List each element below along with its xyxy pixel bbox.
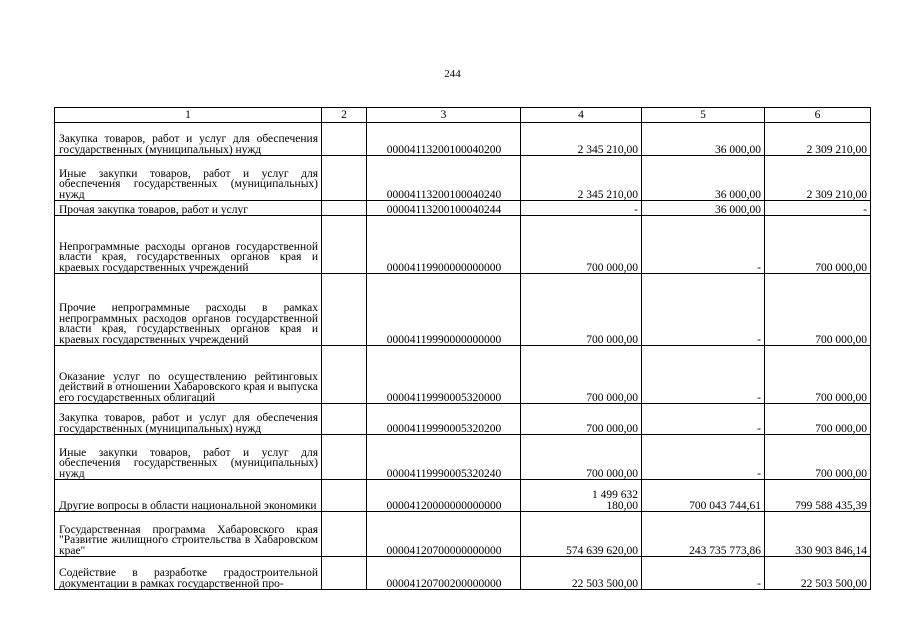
row-code: 00004119900000000000 — [367, 216, 521, 274]
row-col2 — [322, 435, 367, 480]
row-name: Содействие в разработке градостроительной документации в рамках государственной про- — [55, 557, 322, 590]
row-value-4: 700 000,00 — [521, 346, 642, 404]
row-code: 00004113200100040200 — [367, 123, 521, 156]
row-value-4: 2 345 210,00 — [521, 156, 642, 201]
row-value-6: 2 309 210,00 — [765, 123, 871, 156]
row-col2 — [322, 512, 367, 557]
row-col2 — [322, 216, 367, 274]
row-name: Закупка товаров, работ и услуг для обеспечения государственных (муниципальных) нужд — [55, 123, 322, 156]
budget-table — [54, 107, 871, 590]
row-value-5: - — [642, 216, 765, 274]
column-header-4: 4 — [521, 108, 642, 123]
row-value-6: - — [765, 201, 871, 216]
row-value-6: 700 000,00 — [765, 404, 871, 435]
column-header-3: 3 — [367, 108, 521, 123]
row-value-6: 700 000,00 — [765, 346, 871, 404]
table-row — [55, 557, 871, 590]
row-value-4: 700 000,00 — [521, 216, 642, 274]
row-value-5: 36 000,00 — [642, 156, 765, 201]
table-row — [55, 512, 871, 557]
row-value-6: 330 903 846,14 — [765, 512, 871, 557]
row-value-4: 700 000,00 — [521, 435, 642, 480]
row-col2 — [322, 404, 367, 435]
row-col2 — [322, 274, 367, 346]
column-header-1: 1 — [55, 108, 322, 123]
row-name: Иные закупки товаров, работ и услуг для обеспечения государственных (муниципальных) нужд — [55, 435, 322, 480]
column-header-2: 2 — [322, 108, 367, 123]
table-row — [55, 156, 871, 201]
row-value-4: - — [521, 201, 642, 216]
row-value-6: 700 000,00 — [765, 274, 871, 346]
column-header-6: 6 — [765, 108, 871, 123]
row-value-6: 2 309 210,00 — [765, 156, 871, 201]
row-name: Непрограммные расходы органов государственной власти края, государственных органов края и краевых государственных учреждений — [55, 216, 322, 274]
row-name: Иные закупки товаров, работ и услуг для обеспечения государственных (муниципальных) нужд — [55, 156, 322, 201]
table-header-row — [55, 108, 871, 123]
row-name: Государственная программа Хабаровского края "Развитие жилищного строительства в Хабаровском крае" — [55, 512, 322, 557]
page-number: 244 — [444, 68, 461, 80]
row-name: Закупка товаров, работ и услуг для обеспечения государственных (муниципальных) нужд — [55, 404, 322, 435]
row-value-5: - — [642, 346, 765, 404]
row-col2 — [322, 123, 367, 156]
row-name: Прочие непрограммные расходы в рамках непрограммных расходов органов государственной власти края, государственных органов края и краевых государственных учреждений — [55, 274, 322, 346]
row-code: 00004113200100040240 — [367, 156, 521, 201]
row-code: 00004119990005320200 — [367, 404, 521, 435]
row-col2 — [322, 201, 367, 216]
row-value-5: - — [642, 404, 765, 435]
row-value-4: 2 345 210,00 — [521, 123, 642, 156]
row-code: 00004120700200000000 — [367, 557, 521, 590]
row-value-6: 799 588 435,39 — [765, 480, 871, 512]
row-code: 00004120700000000000 — [367, 512, 521, 557]
row-value-4: 700 000,00 — [521, 274, 642, 346]
table-row — [55, 435, 871, 480]
row-name: Оказание услуг по осуществлению рейтинговых действий в отношении Хабаровского края и выпуска его государственных облигаций — [55, 346, 322, 404]
table-row — [55, 346, 871, 404]
row-code: 00004113200100040244 — [367, 201, 521, 216]
row-col2 — [322, 346, 367, 404]
row-code: 00004119990000000000 — [367, 274, 521, 346]
row-value-4: 574 639 620,00 — [521, 512, 642, 557]
row-value-6: 22 503 500,00 — [765, 557, 871, 590]
row-value-5: 36 000,00 — [642, 123, 765, 156]
column-header-5: 5 — [642, 108, 765, 123]
row-value-5: 243 735 773,86 — [642, 512, 765, 557]
table-row — [55, 480, 871, 512]
row-name: Прочая закупка товаров, работ и услуг — [55, 201, 322, 216]
row-value-4 — [521, 480, 642, 512]
row-value-5: - — [642, 274, 765, 346]
row-value-5: - — [642, 557, 765, 590]
row-value-4: 700 000,00 — [521, 404, 642, 435]
row-value-4-text: 1 499 632 180,00 — [592, 489, 638, 512]
table-row — [55, 404, 871, 435]
table-row — [55, 274, 871, 346]
row-code: 00004120000000000000 — [367, 480, 521, 512]
row-value-5: 700 043 744,61 — [642, 480, 765, 512]
row-value-6: 700 000,00 — [765, 216, 871, 274]
row-code: 00004119990005320240 — [367, 435, 521, 480]
row-value-4: 22 503 500,00 — [521, 557, 642, 590]
row-col2 — [322, 480, 367, 512]
row-value-5: 36 000,00 — [642, 201, 765, 216]
table-row — [55, 201, 871, 216]
row-name: Другие вопросы в области национальной экономики — [55, 480, 322, 512]
row-code: 00004119990005320000 — [367, 346, 521, 404]
table-row — [55, 123, 871, 156]
row-col2 — [322, 156, 367, 201]
row-value-5: - — [642, 435, 765, 480]
row-value-6: 700 000,00 — [765, 435, 871, 480]
row-col2 — [322, 557, 367, 590]
table-row — [55, 216, 871, 274]
